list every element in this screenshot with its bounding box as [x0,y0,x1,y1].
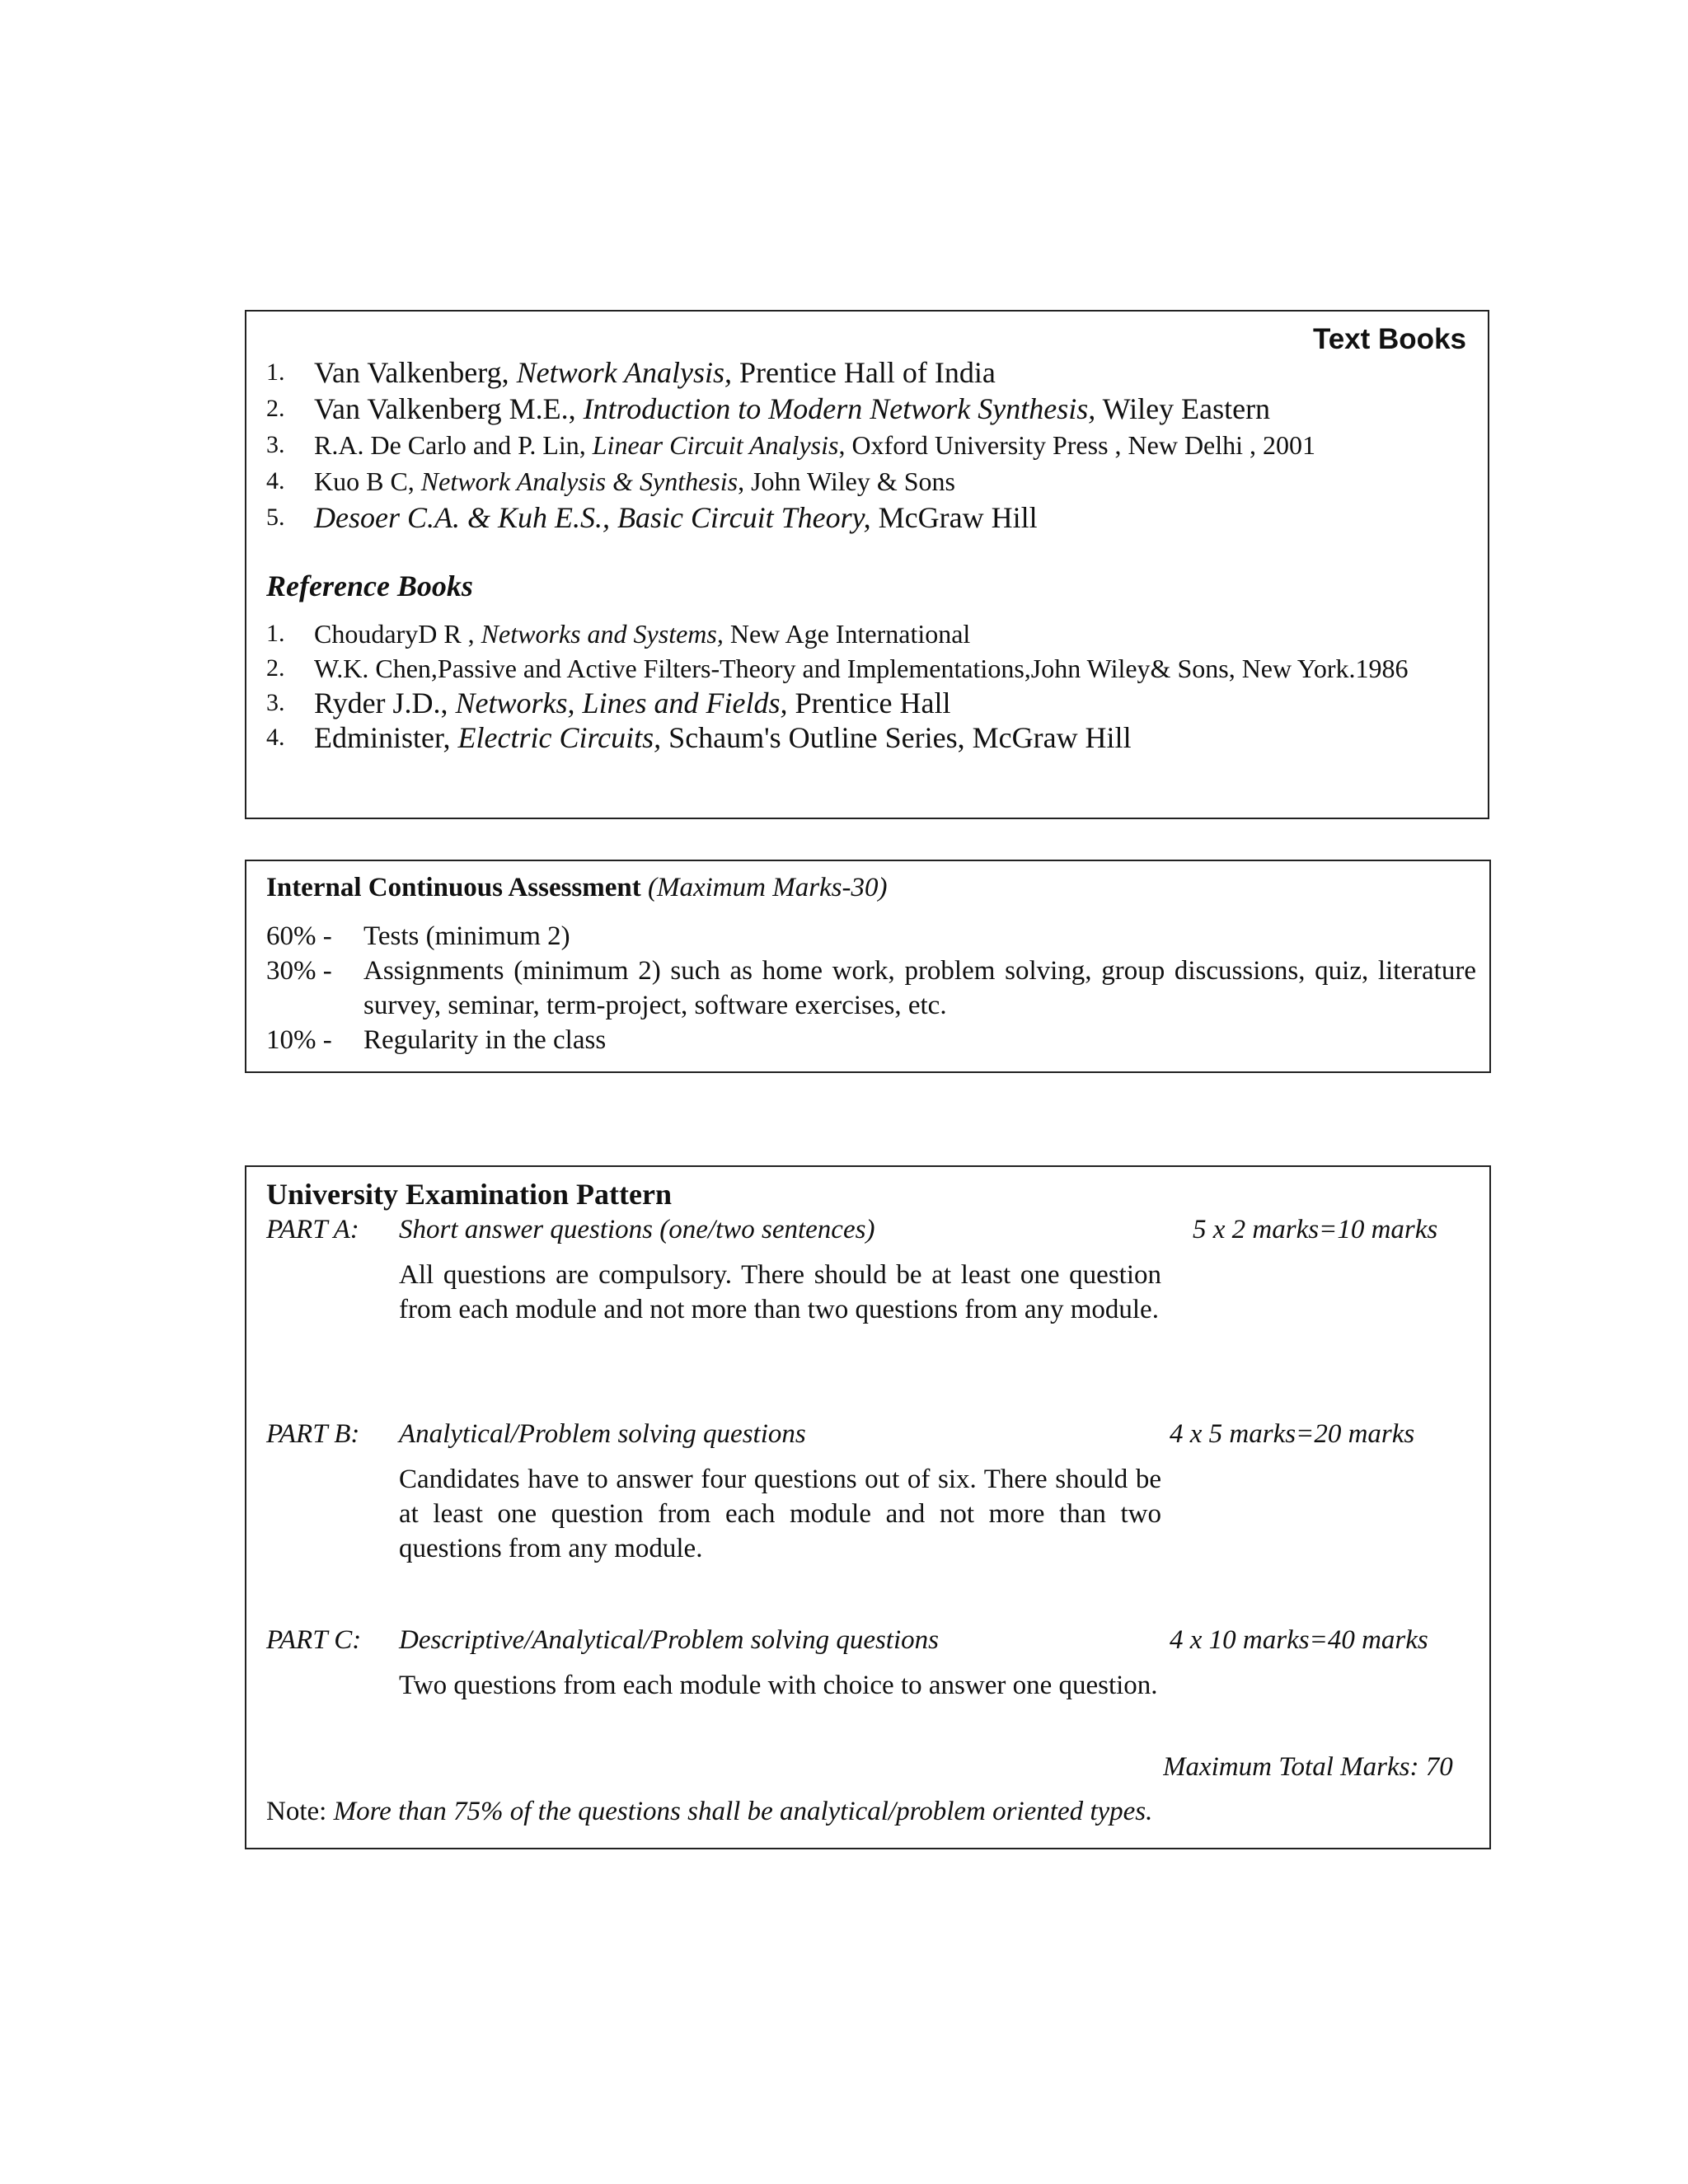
exam-pattern-section [245,1165,1491,1849]
exam-note: Note: More than 75% of the questions shall be analytical/problem oriented types. [266,1797,1153,1826]
part-a-question: Short answer questions (one/two sentences) [399,1215,875,1244]
text-book-item: 4. Kuo B C, Network Analysis & Synthesis, John Wiley & Sons [266,466,955,496]
part-c-marks: 4 x 10 marks=40 marks [1170,1625,1428,1655]
text-book-item: 1. Van Valkenberg, Network Analysis, Prentice Hall of India [266,356,996,389]
part-c-label: PART C: [266,1625,362,1655]
part-c-description: Two questions from each module with choice to answer one question. [399,1671,1158,1700]
part-c-question: Descriptive/Analytical/Problem solving questions [399,1625,939,1655]
part-a-label: PART A: [266,1215,359,1244]
books-section [245,310,1489,819]
reference-book-item: 1. ChoudaryD R , Networks and Systems, New Age International [266,619,971,649]
reference-book-item: 2. W.K. Chen,Passive and Active Filters-Theory and Implementations,John Wiley& Sons, New York.1986 [266,654,1409,683]
part-b-marks: 4 x 5 marks=20 marks [1170,1419,1415,1449]
reference-book-item: 3. Ryder J.D., Networks, Lines and Fields, Prentice Hall [266,687,951,719]
reference-books-heading: Reference Books [266,569,473,602]
part-a-description: All questions are compulsory. There should be at least one question from each module and not more than two questions from any module. [399,1260,1161,1324]
text-books-list [266,354,1315,536]
part-b-question: Analytical/Problem solving questions [399,1419,806,1449]
maximum-total-marks: Maximum Total Marks: 70 [1163,1752,1453,1782]
internal-assessment-title: Internal Continuous Assessment (Maximum Marks-30) [266,873,888,902]
text-books-heading: Text Books [1312,323,1466,355]
part-b-description: Candidates have to answer four questions out of six. There should be at least one question from each module and not more than two questions from any module. [399,1465,1161,1563]
part-a-marks: 5 x 2 marks=10 marks [1193,1215,1438,1244]
reference-book-item: 4. Edminister, Electric Circuits, Schaum's Outline Series, McGraw Hill [266,721,1132,754]
reference-books-list [266,616,1468,755]
internal-assessment-section: Internal Continuous Assessment (Maximum Marks-30) 60% - Tests (minimum 2) 30% - Assignments (minimum 2) such as home work, problem solving, group discussions, quiz, literature survey, seminar, term-project, software exercises, etc. 10% - Regularity in the class [245,860,1491,1073]
exam-pattern-title: University Examination Pattern [266,1178,672,1211]
text-book-item: 5. Desoer C.A. & Kuh E.S., Basic Circuit Theory, McGraw Hill [266,501,1038,534]
part-b-label: PART B: [266,1419,360,1449]
text-book-item: 3. R.A. De Carlo and P. Lin, Linear Circuit Analysis, Oxford University Press , New Delhi , 2001 [266,430,1316,460]
text-book-item: 2. Van Valkenberg M.E., Introduction to Modern Network Synthesis, Wiley Eastern [266,392,1271,425]
